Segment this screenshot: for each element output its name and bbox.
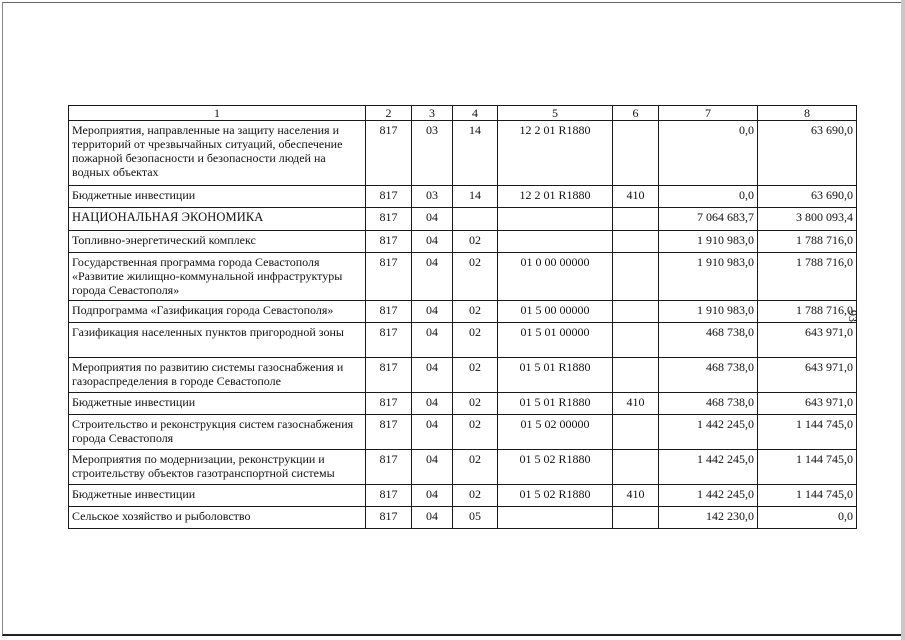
row-c8: 643 971,0 [758,358,857,393]
row-c4: 02 [453,415,498,450]
row-c2: 817 [366,121,412,186]
row-c4: 02 [453,450,498,485]
column-header: 1 [69,106,366,121]
row-c7: 468 738,0 [659,393,758,415]
row-c7: 1 910 983,0 [659,301,758,323]
row-c8: 1 144 745,0 [758,485,857,507]
row-name: Бюджетные инвестиции [69,186,366,208]
row-c7: 1 910 983,0 [659,253,758,301]
row-c4 [453,208,498,231]
row-c8: 1 788 716,0 [758,301,857,323]
row-c8: 63 690,0 [758,186,857,208]
row-c6 [613,415,659,450]
row-c7: 1 442 245,0 [659,415,758,450]
row-c3: 04 [412,415,453,450]
table-row [69,393,857,415]
row-c8: 1 788 716,0 [758,253,857,301]
row-name: Государственная программа города Севастополя «Развитие жилищно-коммунальной инфраструктуры города Севастополя» [69,253,366,301]
row-name: Газификация населенных пунктов пригородной зоны [69,323,366,358]
table-row [69,485,857,507]
row-c5: 12 2 01 R1880 [498,121,613,186]
row-c6: 410 [613,485,659,507]
row-c3: 04 [412,450,453,485]
column-header: 7 [659,106,758,121]
row-c2: 817 [366,186,412,208]
row-c3: 04 [412,301,453,323]
row-c5 [498,231,613,253]
row-c2: 817 [366,253,412,301]
row-c6 [613,507,659,529]
row-c5: 01 5 02 00000 [498,415,613,450]
row-c5: 01 5 02 R1880 [498,450,613,485]
page-number: 93 [846,310,860,322]
row-c2: 817 [366,208,412,231]
row-c5 [498,507,613,529]
row-name: Мероприятия, направленные на защиту населения и территорий от чрезвычайных ситуаций, обеспечение пожарной безопасности и безопасности людей на водных объектах [69,121,366,186]
row-c4: 14 [453,186,498,208]
row-c3: 04 [412,393,453,415]
row-c5 [498,208,613,231]
row-c4: 02 [453,253,498,301]
column-header: 5 [498,106,613,121]
row-c6 [613,323,659,358]
row-c8: 0,0 [758,507,857,529]
row-c5: 01 5 01 00000 [498,323,613,358]
row-c6 [613,358,659,393]
row-name: НАЦИОНАЛЬНАЯ ЭКОНОМИКА [69,208,366,231]
row-c8: 1 144 745,0 [758,450,857,485]
table-row [69,253,857,301]
row-c6 [613,253,659,301]
table-row [69,323,857,358]
row-c4: 02 [453,358,498,393]
table-row [69,507,857,529]
row-c8: 3 800 093,4 [758,208,857,231]
row-c4: 02 [453,485,498,507]
row-name: Подпрограмма «Газификация города Севастополя» [69,301,366,323]
column-header: 3 [412,106,453,121]
row-c5: 01 5 02 R1880 [498,485,613,507]
row-name: Топливно-энергетический комплекс [69,231,366,253]
table-row [69,208,857,231]
row-c2: 817 [366,301,412,323]
row-c4: 02 [453,323,498,358]
row-name: Бюджетные инвестиции [69,485,366,507]
row-c7: 0,0 [659,121,758,186]
row-name: Бюджетные инвестиции [69,393,366,415]
row-c7: 1 910 983,0 [659,231,758,253]
table-row [69,358,857,393]
row-c6: 410 [613,186,659,208]
row-c3: 04 [412,358,453,393]
row-c3: 04 [412,208,453,231]
row-c7: 0,0 [659,186,758,208]
row-name: Строительство и реконструкция систем газоснабжения города Севастополя [69,415,366,450]
row-c8: 63 690,0 [758,121,857,186]
row-c8: 1 144 745,0 [758,415,857,450]
table-row [69,231,857,253]
table-row [69,415,857,450]
column-header: 8 [758,106,857,121]
row-c7: 468 738,0 [659,358,758,393]
row-c4: 14 [453,121,498,186]
row-c2: 817 [366,485,412,507]
row-c2: 817 [366,323,412,358]
table-row [69,121,857,186]
row-c8: 1 788 716,0 [758,231,857,253]
row-name: Мероприятия по развитию системы газоснабжения и газораспределения в городе Севастополе [69,358,366,393]
row-c4: 02 [453,301,498,323]
row-c8: 643 971,0 [758,393,857,415]
row-c2: 817 [366,393,412,415]
row-name: Мероприятия по модернизации, реконструкции и строительству объектов газотранспортной системы [69,450,366,485]
row-c2: 817 [366,450,412,485]
row-c3: 03 [412,186,453,208]
row-c4: 05 [453,507,498,529]
budget-table [68,105,857,529]
table-row [69,186,857,208]
row-c4: 02 [453,231,498,253]
row-c5: 12 2 01 R1880 [498,186,613,208]
row-c3: 04 [412,485,453,507]
column-header: 2 [366,106,412,121]
row-c4: 02 [453,393,498,415]
row-c6 [613,301,659,323]
column-header: 4 [453,106,498,121]
row-c7: 468 738,0 [659,323,758,358]
row-name: Сельское хозяйство и рыболовство [69,507,366,529]
row-c6 [613,450,659,485]
row-c3: 03 [412,121,453,186]
row-c5: 01 5 00 00000 [498,301,613,323]
row-c7: 7 064 683,7 [659,208,758,231]
row-c3: 04 [412,323,453,358]
page-edge-shadow [901,0,905,640]
row-c6: 410 [613,393,659,415]
row-c5: 01 0 00 00000 [498,253,613,301]
row-c3: 04 [412,231,453,253]
row-c6 [613,121,659,186]
row-c7: 142 230,0 [659,507,758,529]
table-row [69,450,857,485]
row-c7: 1 442 245,0 [659,485,758,507]
row-c3: 04 [412,253,453,301]
row-c3: 04 [412,507,453,529]
row-c8: 643 971,0 [758,323,857,358]
column-header: 6 [613,106,659,121]
row-c6 [613,208,659,231]
table-header-row [69,106,857,121]
row-c2: 817 [366,507,412,529]
row-c7: 1 442 245,0 [659,450,758,485]
row-c2: 817 [366,231,412,253]
row-c5: 01 5 01 R1880 [498,358,613,393]
table-row [69,301,857,323]
row-c6 [613,231,659,253]
row-c2: 817 [366,415,412,450]
row-c5: 01 5 01 R1880 [498,393,613,415]
row-c2: 817 [366,358,412,393]
